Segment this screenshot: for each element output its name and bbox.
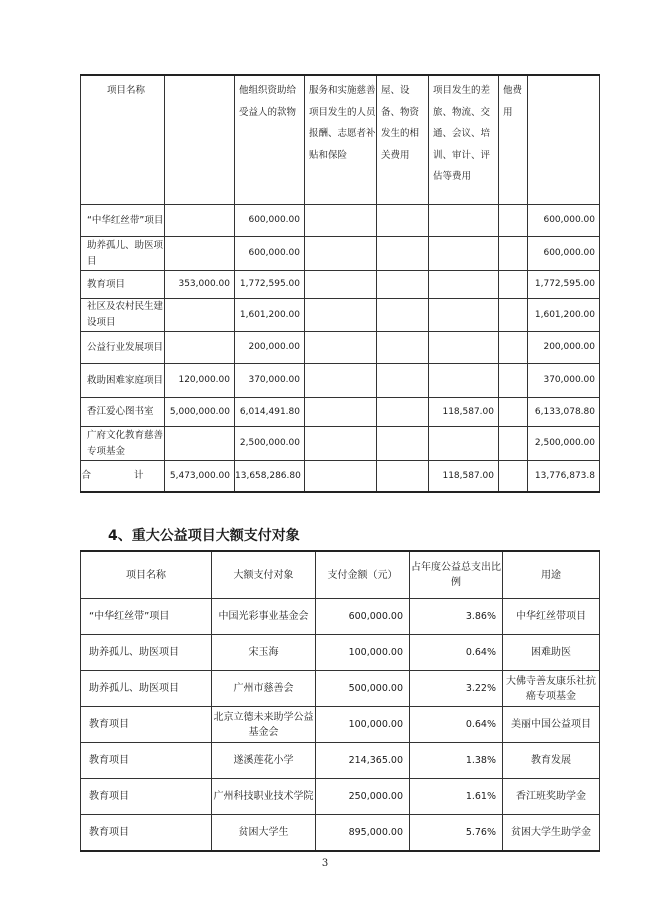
amount-cell — [305, 398, 377, 427]
amount-cell — [377, 332, 429, 364]
table2-row — [81, 671, 600, 707]
project-name-cell: 救助困难家庭项目 — [81, 364, 165, 398]
amount-cell — [499, 237, 528, 271]
table1-row — [81, 332, 600, 364]
amount-cell: 1,772,595.00 — [528, 271, 600, 299]
project-name-cell: 社区及农村民生建设项目 — [81, 299, 165, 332]
amount-cell: 120,000.00 — [165, 364, 235, 398]
amount-cell — [377, 271, 429, 299]
amount-cell: 13,658,286.80 — [235, 461, 305, 493]
amount-cell — [377, 364, 429, 398]
amount-cell — [429, 427, 499, 461]
amount-cell: 370,000.00 — [528, 364, 600, 398]
amount-cell: 5,473,000.00 — [165, 461, 235, 493]
amount-cell — [305, 427, 377, 461]
table1-header-cell — [528, 75, 600, 205]
purpose-cell: 困难助医 — [503, 635, 600, 671]
ratio-cell: 0.64% — [410, 635, 503, 671]
amount-cell: 6,014,491.80 — [235, 398, 305, 427]
amount-cell: 600,000.00 — [316, 599, 410, 635]
amount-cell — [377, 237, 429, 271]
purpose-cell: 中华红丝带项目 — [503, 599, 600, 635]
section-title: 4、重大公益项目大额支付对象 — [108, 528, 300, 544]
amount-cell — [499, 205, 528, 237]
amount-cell: 200,000.00 — [235, 332, 305, 364]
project-name-cell: 公益行业发展项目 — [81, 332, 165, 364]
amount-cell: 600,000.00 — [528, 237, 600, 271]
amount-cell: 200,000.00 — [528, 332, 600, 364]
project-name-cell: 香江爱心图书室 — [81, 398, 165, 427]
amount-cell: 6,133,078.80 — [528, 398, 600, 427]
ratio-cell: 1.38% — [410, 743, 503, 779]
amount-cell: 118,587.00 — [429, 461, 499, 493]
purpose-cell: 美丽中国公益项目 — [503, 707, 600, 743]
amount-cell: 214,365.00 — [316, 743, 410, 779]
payee-cell: 广州科技职业技术学院 — [212, 779, 316, 815]
table2-row — [81, 779, 600, 815]
project-name-cell: “中华红丝带”项目 — [81, 599, 212, 635]
table1-row — [81, 299, 600, 332]
table2-header-cell: 项目名称 — [81, 551, 212, 599]
table2-header-cell: 用途 — [503, 551, 600, 599]
amount-cell — [377, 427, 429, 461]
amount-cell — [429, 205, 499, 237]
amount-cell: 353,000.00 — [165, 271, 235, 299]
amount-cell — [305, 461, 377, 493]
amount-cell — [165, 427, 235, 461]
ratio-cell: 3.86% — [410, 599, 503, 635]
project-name-cell: 教育项目 — [81, 743, 212, 779]
table2-header-cell: 占年度公益总支出比例 — [410, 551, 503, 599]
amount-cell — [305, 364, 377, 398]
amount-cell: 5,000,000.00 — [165, 398, 235, 427]
amount-cell — [499, 299, 528, 332]
amount-cell: 1,601,200.00 — [235, 299, 305, 332]
expense-breakdown-table — [80, 74, 600, 493]
amount-cell — [429, 332, 499, 364]
ratio-cell: 5.76% — [410, 815, 503, 852]
table1-header-cell: 项目发生的差旅、物流、交通、会议、培训、审计、评估等费用 — [429, 75, 499, 205]
project-name-cell: 助养孤儿、助医项目 — [81, 671, 212, 707]
amount-cell — [305, 299, 377, 332]
purpose-cell: 大佛寺善友康乐社抗癌专项基金 — [503, 671, 600, 707]
amount-cell: 250,000.00 — [316, 779, 410, 815]
table1-total-row — [81, 461, 600, 493]
amount-cell — [429, 364, 499, 398]
table1-header-row — [81, 75, 600, 205]
amount-cell — [429, 299, 499, 332]
ratio-cell: 1.61% — [410, 779, 503, 815]
project-name-cell: 广府文化教育慈善专项基金 — [81, 427, 165, 461]
table2-row — [81, 743, 600, 779]
amount-cell — [499, 398, 528, 427]
table1-row — [81, 237, 600, 271]
payee-cell: 广州市慈善会 — [212, 671, 316, 707]
amount-cell — [305, 205, 377, 237]
amount-cell: 370,000.00 — [235, 364, 305, 398]
amount-cell — [165, 332, 235, 364]
table1-header-cell: 他组织资助给受益人的款物 — [235, 75, 305, 205]
project-name-cell: 教育项目 — [81, 271, 165, 299]
page-number: 3 — [321, 858, 329, 869]
purpose-cell: 贫困大学生助学金 — [503, 815, 600, 852]
purpose-cell: 教育发展 — [503, 743, 600, 779]
amount-cell — [499, 271, 528, 299]
amount-cell — [377, 398, 429, 427]
amount-cell — [377, 205, 429, 237]
table2-header-row — [81, 551, 600, 599]
amount-cell: 100,000.00 — [316, 707, 410, 743]
table2-row — [81, 815, 600, 852]
amount-cell — [499, 364, 528, 398]
table1-row — [81, 427, 600, 461]
purpose-cell: 香江班奖助学金 — [503, 779, 600, 815]
amount-cell: 118,587.00 — [429, 398, 499, 427]
amount-cell — [499, 427, 528, 461]
amount-cell: 600,000.00 — [235, 205, 305, 237]
amount-cell — [499, 332, 528, 364]
amount-cell: 2,500,000.00 — [235, 427, 305, 461]
project-name-cell: 助养孤儿、助医项目 — [81, 635, 212, 671]
table1-header-cell: 屋、设备、物资发生的相关费用 — [377, 75, 429, 205]
table2-header-cell: 大额支付对象 — [212, 551, 316, 599]
amount-cell — [429, 237, 499, 271]
ratio-cell: 0.64% — [410, 707, 503, 743]
amount-cell: 1,772,595.00 — [235, 271, 305, 299]
amount-cell — [165, 205, 235, 237]
amount-cell — [165, 299, 235, 332]
table1-header-cell: 服务和实施慈善项目发生的人员报酬、志愿者补贴和保险 — [305, 75, 377, 205]
table2-header-cell: 支付金额（元） — [316, 551, 410, 599]
amount-cell — [165, 237, 235, 271]
table1-row — [81, 398, 600, 427]
project-name-cell: “中华红丝带”项目 — [81, 205, 165, 237]
amount-cell: 100,000.00 — [316, 635, 410, 671]
project-name-cell: 教育项目 — [81, 779, 212, 815]
total-label: 合 计 — [81, 461, 165, 493]
table1-header-cell — [165, 75, 235, 205]
table2-row — [81, 599, 600, 635]
payee-cell: 遂溪莲花小学 — [212, 743, 316, 779]
project-name-cell: 教育项目 — [81, 815, 212, 852]
table1-row — [81, 364, 600, 398]
amount-cell — [377, 461, 429, 493]
amount-cell: 13,776,873.8 — [528, 461, 600, 493]
payee-cell: 宋玉海 — [212, 635, 316, 671]
amount-cell — [377, 299, 429, 332]
table2-row — [81, 707, 600, 743]
amount-cell: 600,000.00 — [528, 205, 600, 237]
table1-row — [81, 205, 600, 237]
amount-cell: 600,000.00 — [235, 237, 305, 271]
project-name-cell: 教育项目 — [81, 707, 212, 743]
table1-header-cell: 项目名称 — [81, 75, 165, 205]
project-name-cell: 助养孤儿、助医项目 — [81, 237, 165, 271]
payee-cell: 北京立德未来助学公益基金会 — [212, 707, 316, 743]
amount-cell — [305, 332, 377, 364]
amount-cell: 1,601,200.00 — [528, 299, 600, 332]
table1-row — [81, 271, 600, 299]
amount-cell — [305, 271, 377, 299]
amount-cell: 895,000.00 — [316, 815, 410, 852]
table1-header-cell: 他费用 — [499, 75, 528, 205]
payee-cell: 中国光彩事业基金会 — [212, 599, 316, 635]
amount-cell: 2,500,000.00 — [528, 427, 600, 461]
amount-cell: 500,000.00 — [316, 671, 410, 707]
large-payments-table — [80, 550, 600, 852]
amount-cell — [305, 237, 377, 271]
table2-row — [81, 635, 600, 671]
payee-cell: 贫困大学生 — [212, 815, 316, 852]
ratio-cell: 3.22% — [410, 671, 503, 707]
amount-cell — [429, 271, 499, 299]
amount-cell — [499, 461, 528, 493]
